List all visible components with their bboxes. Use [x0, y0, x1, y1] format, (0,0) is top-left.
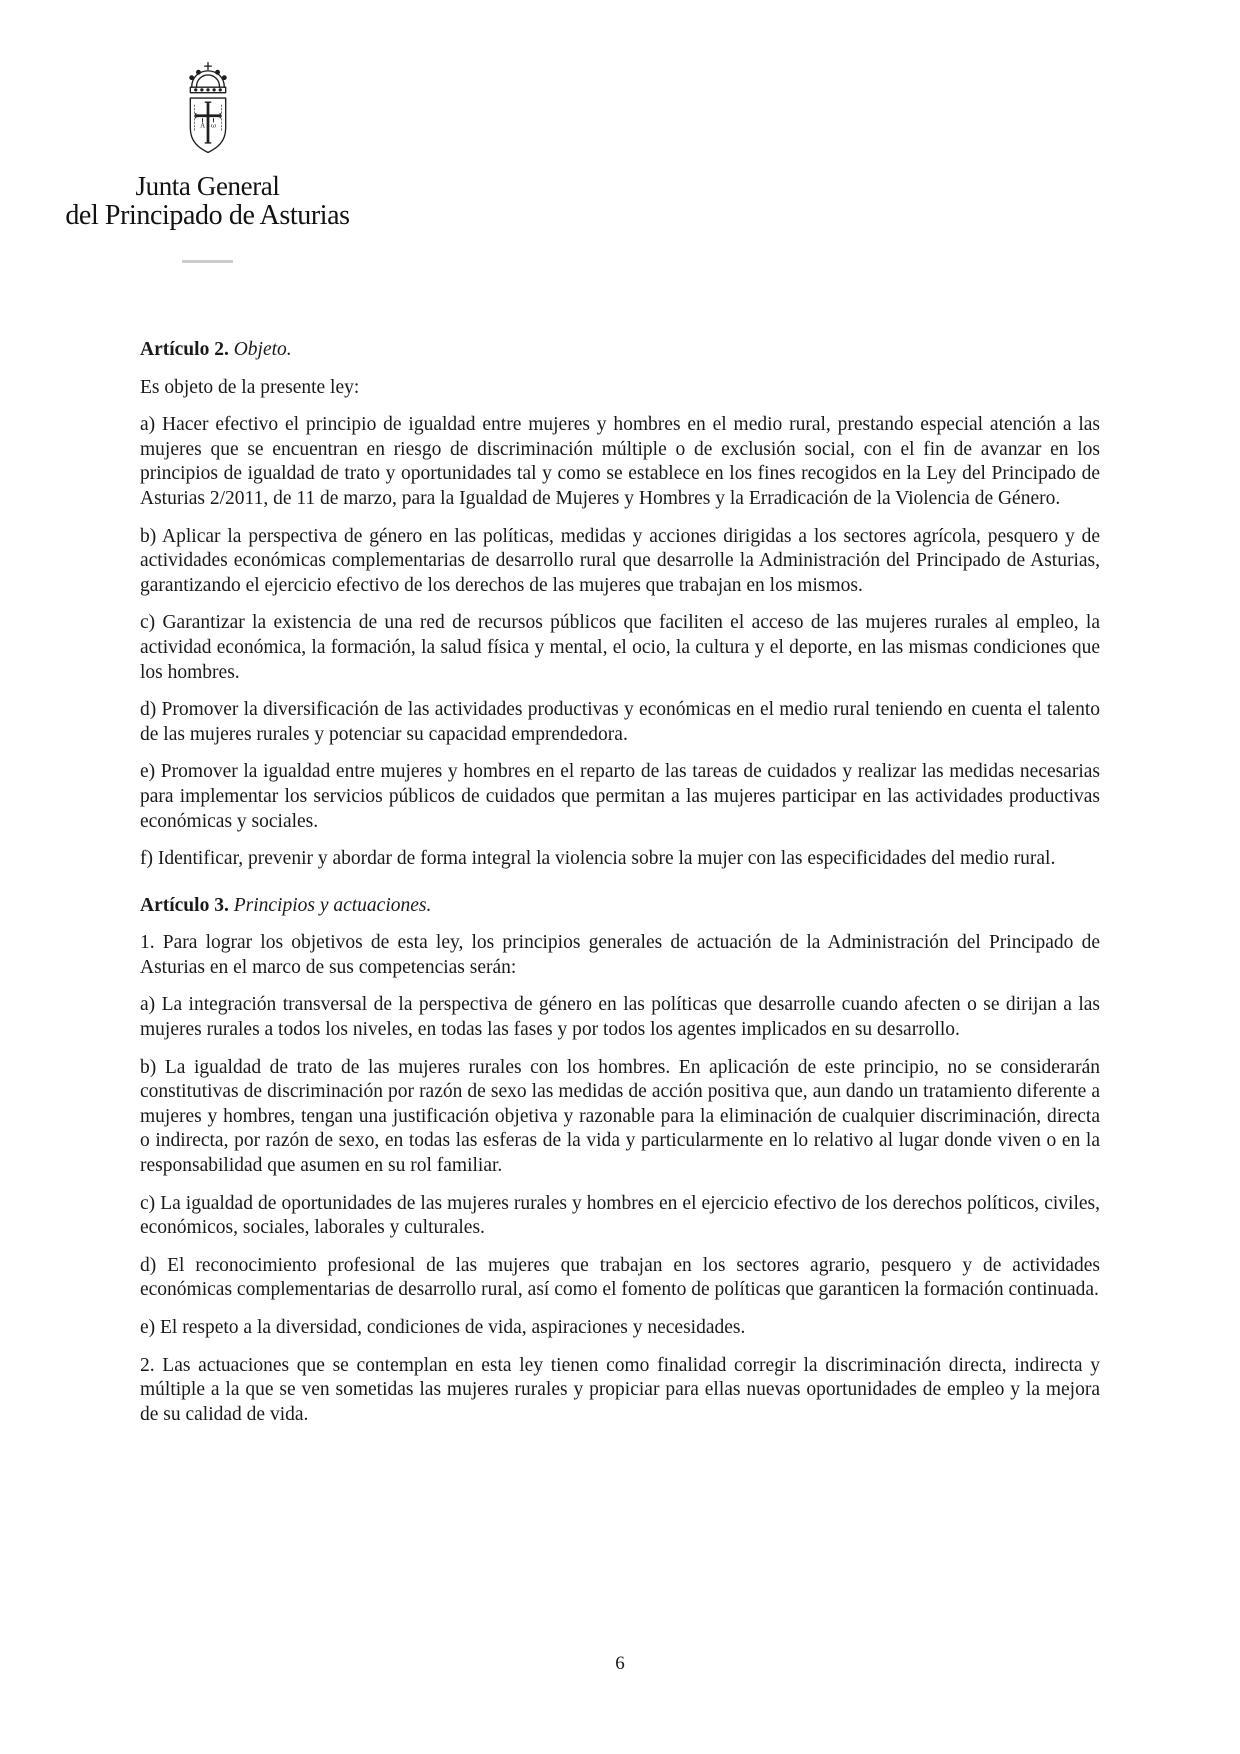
page-footer: [0, 1653, 1240, 1675]
crest-omega-glyph: ω: [210, 122, 216, 130]
org-name-line2: del Principado de Asturias: [65, 199, 350, 231]
article-2-paragraph-e: e) Promover la igualdad entre mujeres y hombres en el reparto de las tareas de cuidados y realizar las medidas necesarias para implementar los servicios públicos de cuidados que permitan a las mujeres participar en las actividades productivas económicas y sociales.: [140, 761, 1100, 832]
asturias-coat-of-arms-icon: [174, 60, 242, 162]
article-2-paragraph-c: c) Garantizar la existencia de una red de recursos públicos que faciliten el acceso de las mujeres rurales al empleo, la actividad económica, la formación, la salud física y mental, el ocio, la cultura y el deporte, en las mismas condiciones que los hombres.: [140, 612, 1100, 683]
article-3-point-1: 1. Para lograr los objetivos de esta ley, los principios generales de actuación de la Administración del Principado de Asturias en el marco de sus competencias serán:: [140, 932, 1100, 978]
article-3-paragraph-d: d) El reconocimiento profesional de las mujeres que trabajan en los sectores agrario, pesquero y de actividades económicas complementarias de desarrollo rural, así como el fomento de políticas que garanticen la formación continuada.: [140, 1254, 1100, 1301]
article-2-paragraph-b: b) Aplicar la perspectiva de género en las políticas, medidas y acciones dirigidas a los sectores agrícola, pesquero y de actividades económicas complementarias de desarrollo rural que desarrolle la Administración del Principado de Asturias, garantizando el ejercicio efectivo de los derechos de las mujeres que trabajan en los mismos.: [140, 525, 1100, 596]
page-number: 6: [615, 1653, 625, 1674]
article-2-intro: Es objeto de la presente ley:: [140, 376, 360, 398]
article-3-paragraph-a: a) La integración transversal de la perspectiva de género en las políticas que desarrolle cuando afecten o se dirijan a las mujeres rurales a todos los niveles, en todas las fases y por todos los agentes implicados en su desarrollo.: [140, 994, 1100, 1041]
article-2-heading: [140, 338, 1100, 363]
org-name: [55, 172, 360, 230]
article-3-heading: [140, 894, 1100, 919]
document-body: [140, 338, 1100, 1440]
crest-alpha-glyph: Α: [199, 122, 205, 130]
article-2-paragraph-d: d) Promover la diversificación de las actividades productivas y económicas en el medio rural teniendo en cuenta el talento de las mujeres rurales y potenciar su capacidad emprendedora.: [140, 699, 1100, 745]
org-name-line1: Junta General: [135, 171, 280, 201]
article-3-paragraph-c: c) La igualdad de oportunidades de las mujeres rurales y hombres en el ejercicio efectivo de los derechos políticos, civiles, económicos, sociales, laborales y culturales.: [140, 1192, 1100, 1239]
article-3-paragraph-e: e) El respeto a la diversidad, condiciones de vida, aspiraciones y necesidades.: [140, 1317, 746, 1338]
article-3: [140, 894, 1100, 1428]
article-2-paragraph-a: a) Hacer efectivo el principio de igualdad entre mujeres y hombres en el medio rural, prestando especial atención a las mujeres que se encuentran en riesgo de discriminación múltiple o de exclusión social, con el fin de avanzar en los principios de igualdad de trato y oportunidades tal y como se establece en los fines recogidos en la Ley del Principado de Asturias 2/2011, de 11 de marzo, para la Igualdad de Mujeres y Hombres y la Erradicación de la Violencia de Género.: [140, 414, 1100, 509]
document-header: [55, 60, 360, 263]
article-3-point-2: 2. Las actuaciones que se contemplan en esta ley tienen como finalidad corregir la discriminación directa, indirecta y múltiple a la que se ven sometidas las mujeres rurales y propiciar para ellas nuevas oportunidades de empleo y la mejora de su calidad de vida.: [140, 1354, 1100, 1425]
article-3-number: Artículo 3.: [140, 894, 229, 916]
article-2-number: Artículo 2.: [140, 339, 229, 360]
article-2-paragraph-f: f) Identificar, prevenir y abordar de forma integral la violencia sobre la mujer con las especificidades del medio rural.: [140, 848, 1056, 870]
article-3-title: Principios y actuaciones.: [233, 894, 432, 916]
article-3-paragraph-b: b) La igualdad de trato de las mujeres rurales con los hombres. En aplicación de este principio, no se considerarán constitutivas de discriminación por razón de sexo las medidas de acción positiva que, aun dando un tratamiento diferente a mujeres y hombres, tengan una justificación objetiva y razonable para la eliminación de cualquier discriminación, directa o indirecta, por razón de sexo, en todas las esferas de la vida y particularmente en lo relativo al lugar donde viven o en la responsabilidad que asumen en su rol familiar.: [140, 1056, 1100, 1177]
article-2-title: Objeto.: [233, 339, 292, 360]
header-divider: [182, 260, 233, 263]
article-2: [140, 338, 1100, 872]
